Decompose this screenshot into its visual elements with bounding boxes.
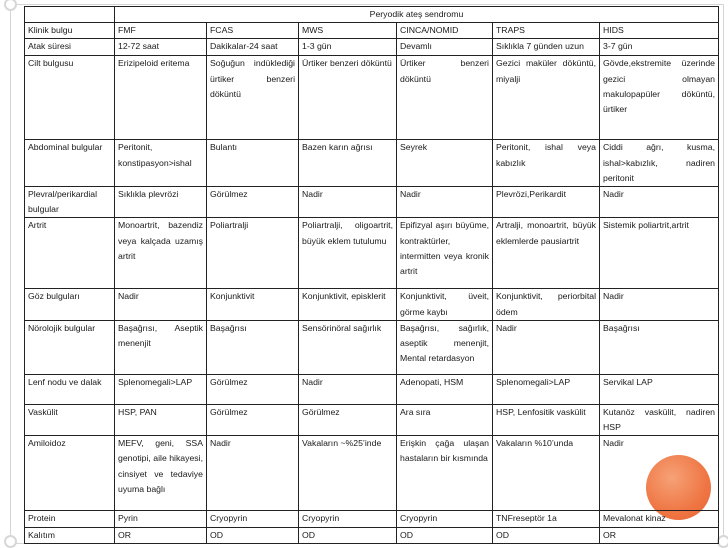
- table-cell: Nadir: [207, 436, 299, 511]
- periodic-fever-comparison-table: [24, 6, 719, 544]
- row-label-cell: Göz bulguları: [25, 289, 115, 320]
- table-cell: Konjunktivit, üveit, görme kaybı: [397, 289, 493, 320]
- table-cell: OD: [299, 528, 397, 544]
- column-header: FMF: [115, 23, 207, 39]
- table-cell: Cryopyrin: [207, 511, 299, 528]
- table-cell: Sıklıkla plevrözi: [115, 187, 207, 218]
- empty-corner-cell: [25, 7, 115, 23]
- table-cell: Epifizyal aşırı büyüme, kontraktürler, intermitten veya kronik artrit: [397, 218, 493, 289]
- table-cell: Splenomegali>LAP: [493, 374, 600, 404]
- table-cell: Devamlı: [397, 39, 493, 56]
- column-header-row: [25, 23, 719, 39]
- table-cell: Konjunktivit: [207, 289, 299, 320]
- table-cell: Görülmez: [299, 404, 397, 435]
- table-cell: Adenopati, HSM: [397, 374, 493, 404]
- table-cell: Nadir: [493, 320, 600, 374]
- table-cell: Nadir: [299, 374, 397, 404]
- table-cell: HSP, PAN: [115, 404, 207, 435]
- table-row: [25, 436, 719, 511]
- table-cell: Servikal LAP: [600, 374, 719, 404]
- table-cell: Dakikalar-24 saat: [207, 39, 299, 56]
- table-cell: Peritonit, ishal veya kabızlık: [493, 140, 600, 187]
- row-label-cell: Protein: [25, 511, 115, 528]
- table-cell: OD: [493, 528, 600, 544]
- table-cell: OD: [397, 528, 493, 544]
- table-cell: Bulantı: [207, 140, 299, 187]
- row-label-cell: Vaskülit: [25, 404, 115, 435]
- table-cell: Nadir: [600, 187, 719, 218]
- table-row: [25, 39, 719, 56]
- table-row: [25, 404, 719, 435]
- table-cell: Nadir: [115, 289, 207, 320]
- table-cell: Başağrısı: [207, 320, 299, 374]
- table-cell: Poliartralji, oligoartrit, büyük eklem tutulumu: [299, 218, 397, 289]
- row-label-cell: Abdominal bulgular: [25, 140, 115, 187]
- table-cell: Soğuğun indüklediği ürtiker benzeri döküntü: [207, 56, 299, 140]
- table-cell: Cryopyrin: [397, 511, 493, 528]
- table-row: [25, 140, 719, 187]
- table-cell: Monoartrit, bazendiz veya kalçada uzamış artrit: [115, 218, 207, 289]
- table-cell: OR: [115, 528, 207, 544]
- column-header: TRAPS: [493, 23, 600, 39]
- row-label-cell: Plevral/perikardial bulgular: [25, 187, 115, 218]
- table-cell: Poliartralji: [207, 218, 299, 289]
- table-row: [25, 218, 719, 289]
- table-cell: Gövde,ekstremite üzerinde gezici olmayan makulopapüler döküntü, ürtiker: [600, 56, 719, 140]
- table-cell: Kutanöz vaskülit, nadiren HSP: [600, 404, 719, 435]
- group-header-row: [25, 7, 719, 23]
- table-cell: Cryopyrin: [299, 511, 397, 528]
- table-cell: Seyrek: [397, 140, 493, 187]
- table-cell: Sensörinöral sağırlık: [299, 320, 397, 374]
- table-row: [25, 528, 719, 544]
- row-label-cell: Lenf nodu ve dalak: [25, 374, 115, 404]
- column-header: FCAS: [207, 23, 299, 39]
- table-cell: Splenomegali>LAP: [115, 374, 207, 404]
- table-row: [25, 187, 719, 218]
- table-cell: Nadir: [600, 289, 719, 320]
- row-label-cell: Amiloidoz: [25, 436, 115, 511]
- table-cell: Plevrözi,Perikardit: [493, 187, 600, 218]
- table-cell: Mevalonat kinaz: [600, 511, 719, 528]
- table-row: [25, 374, 719, 404]
- table-cell: Sıklıkla 7 günden uzun: [493, 39, 600, 56]
- table-cell: Artralji, monoartrit, büyük eklemlerde pausiartrit: [493, 218, 600, 289]
- row-label-cell: Artrit: [25, 218, 115, 289]
- table-cell: Erişkin çağa ulaşan hastaların bir kısmında: [397, 436, 493, 511]
- table-cell: Nadir: [299, 187, 397, 218]
- table-cell: OR: [600, 528, 719, 544]
- table-cell: Görülmez: [207, 187, 299, 218]
- table-cell: Nadir: [397, 187, 493, 218]
- table-row: [25, 289, 719, 320]
- table-cell: Görülmez: [207, 404, 299, 435]
- row-label-cell: Kalıtım: [25, 528, 115, 544]
- table-cell: Başağrısı, Aseptik menenjit: [115, 320, 207, 374]
- table-cell: 1-3 gün: [299, 39, 397, 56]
- frame-corner-dot: [4, 535, 17, 548]
- table-cell: Ürtiker benzeri döküntü: [299, 56, 397, 140]
- table-cell: 3-7 gün: [600, 39, 719, 56]
- row-label-cell: Cilt bulgusu: [25, 56, 115, 140]
- table-cell: Sistemik poliartrit,artrit: [600, 218, 719, 289]
- table-cell: Vakaların %10’unda: [493, 436, 600, 511]
- column-header: HIDS: [600, 23, 719, 39]
- table-cell: Nadir: [600, 436, 719, 511]
- table-cell: Erizipeloid eritema: [115, 56, 207, 140]
- table-cell: MEFV, geni, SSA genotipi, aile hikayesi, cinsiyet ve tedaviye uyuma bağlı: [115, 436, 207, 511]
- table-cell: Peritonit, konstipasyon>ishal: [115, 140, 207, 187]
- row-label-cell: Nörolojik bulgular: [25, 320, 115, 374]
- table-cell: Bazen karın ağrısı: [299, 140, 397, 187]
- table-cell: TNFreseptör 1a: [493, 511, 600, 528]
- table-row: [25, 56, 719, 140]
- table-cell: 12-72 saat: [115, 39, 207, 56]
- group-header-cell: Peryodik ateş sendromu: [115, 7, 719, 23]
- column-header: CINCA/NOMID: [397, 23, 493, 39]
- table-cell: Pyrin: [115, 511, 207, 528]
- table-cell: HSP, Lenfositik vaskülit: [493, 404, 600, 435]
- table-cell: OD: [207, 528, 299, 544]
- table-cell: Başağrısı: [600, 320, 719, 374]
- column-header: Klinik bulgu: [25, 23, 115, 39]
- column-header: MWS: [299, 23, 397, 39]
- table-cell: Ciddi ağrı, kusma, ishal>kabızlık, nadiren peritonit: [600, 140, 719, 187]
- row-label-cell: Atak süresi: [25, 39, 115, 56]
- table-row: [25, 320, 719, 374]
- table-cell: Başağrısı, sağırlık, aseptik menenjit, Mental retardasyon: [397, 320, 493, 374]
- table-row: [25, 511, 719, 528]
- table-cell: Ara sıra: [397, 404, 493, 435]
- table-cell: Vakaların ~%25’inde: [299, 436, 397, 511]
- table-cell: Gezici maküler döküntü, miyalji: [493, 56, 600, 140]
- table-cell: Konjunktivit, periorbital ödem: [493, 289, 600, 320]
- table-cell: Ürtiker benzeri döküntü: [397, 56, 493, 140]
- table-cell: Görülmez: [207, 374, 299, 404]
- table-cell: Konjunktivit, episklerit: [299, 289, 397, 320]
